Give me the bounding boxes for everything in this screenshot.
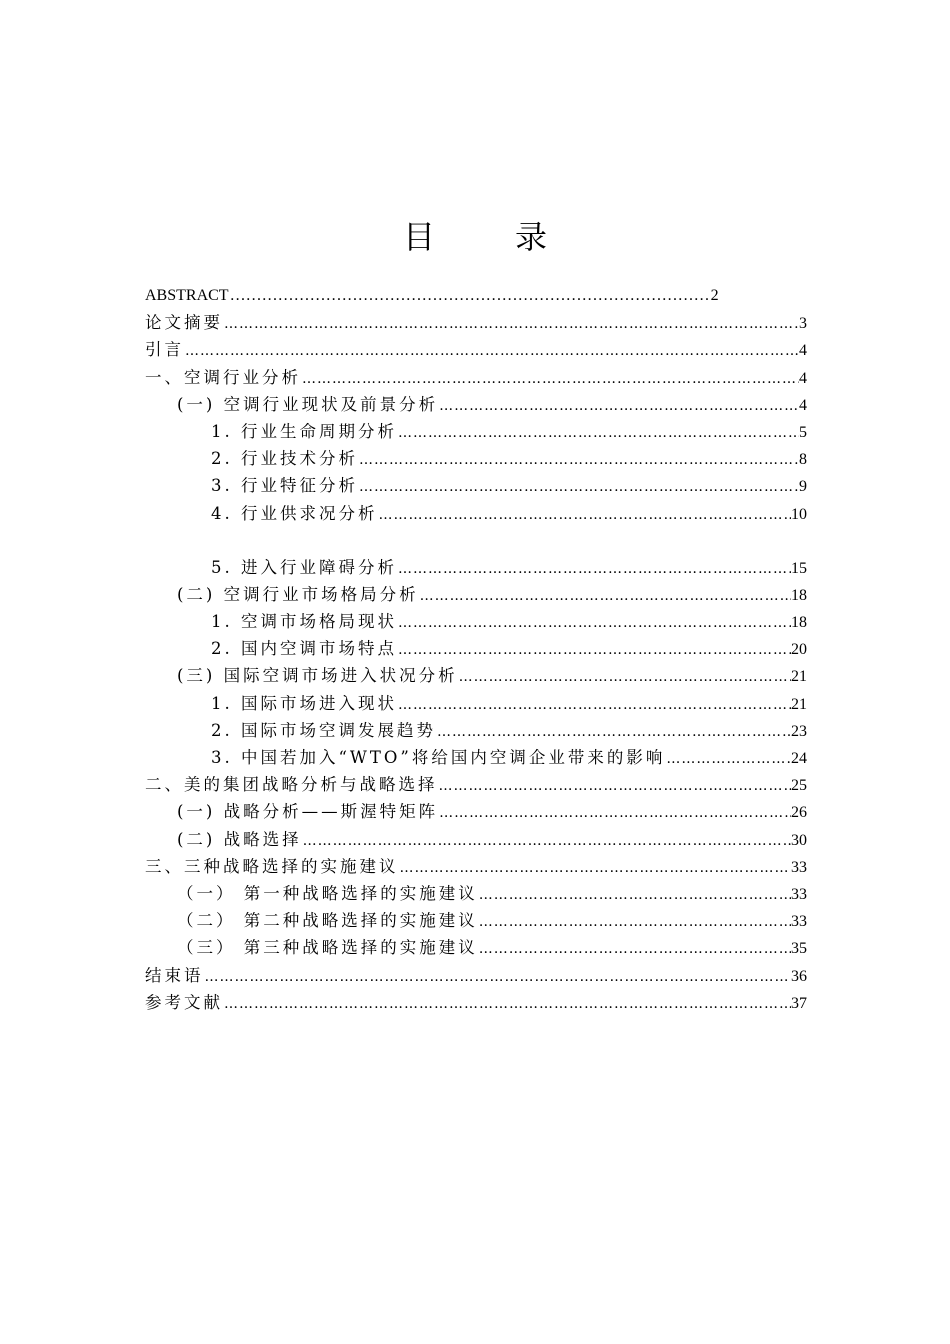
toc-entry[interactable]	[145, 717, 807, 744]
toc-entry-label: 3. 中国若加入“WTO”将给国内空调企业带来的影响	[211, 748, 666, 767]
toc-spacer	[145, 527, 807, 554]
toc-entry[interactable]	[145, 662, 807, 689]
toc-dot-leader	[436, 719, 791, 746]
toc-entry-label: 2. 国际市场空调发展趋势	[211, 720, 436, 740]
toc-dot-leader	[478, 909, 791, 936]
toc-dot-leader	[478, 882, 791, 909]
toc-entry-page: 33	[791, 858, 807, 876]
toc-entry[interactable]	[145, 771, 807, 798]
toc-entry-page: 15	[791, 559, 807, 577]
toc-dot-leader	[378, 502, 792, 529]
toc-entry-label: ABSTRACT	[145, 287, 229, 304]
toc-entry-label: 一、空调行业分析	[145, 367, 301, 387]
toc-entry[interactable]	[145, 500, 807, 527]
toc-entry-label: (一) 空调行业现状及前景分析	[177, 394, 439, 414]
toc-dot-leader	[478, 936, 791, 963]
toc-dot-leader	[665, 746, 791, 773]
toc-entry-label: (二) 战略选择	[177, 829, 302, 849]
toc-entry-page: 9	[799, 478, 807, 496]
toc-entry-label: （二） 第二种战略选择的实施建议	[177, 911, 478, 931]
toc-entry-page: 4	[799, 369, 807, 387]
toc-entry-page: 8	[799, 451, 807, 469]
toc-entry-label: （一） 第一种战略选择的实施建议	[177, 883, 478, 903]
toc-dot-leader	[458, 664, 791, 691]
toc-entry-label: 4. 行业供求况分析	[211, 503, 378, 523]
toc-entry-label: 3. 行业特征分析	[211, 476, 358, 496]
toc-entry-page: 3	[799, 315, 807, 333]
toc-entry-label: 1. 行业生命周期分析	[211, 421, 397, 441]
toc-dot-leader	[397, 692, 791, 719]
toc-dot-leader	[397, 420, 799, 447]
toc-entry[interactable]	[145, 282, 807, 309]
toc-entry-page: 35	[791, 940, 807, 958]
toc-entry-page: 30	[791, 831, 807, 849]
toc-entry-page: 2	[710, 287, 719, 304]
toc-dot-leader	[229, 282, 711, 309]
toc-entry-page: 25	[791, 777, 807, 795]
toc-entry[interactable]	[145, 934, 807, 961]
toc-entry-page: 21	[791, 695, 807, 713]
toc-entry[interactable]	[145, 364, 807, 391]
toc-entry[interactable]	[145, 391, 807, 418]
toc-entry[interactable]	[145, 309, 807, 336]
toc-entry-page: 5	[799, 423, 807, 441]
toc-dot-leader	[358, 474, 799, 501]
toc-entry-page: 24	[791, 750, 807, 767]
toc-entry[interactable]	[145, 962, 807, 989]
toc-dot-leader	[302, 828, 791, 855]
toc-entry-page: 33	[791, 913, 807, 931]
toc-dot-leader	[438, 800, 791, 827]
toc-entry-label: 2. 国内空调市场特点	[211, 639, 397, 659]
toc-entry[interactable]	[145, 798, 807, 825]
toc-dot-leader	[397, 556, 791, 583]
toc-dot-leader	[419, 583, 791, 610]
toc-entry[interactable]	[145, 880, 807, 907]
toc-entry[interactable]	[145, 445, 807, 472]
toc-entry-label: 1. 空调市场格局现状	[211, 612, 397, 632]
toc-entry-page: 4	[799, 396, 807, 414]
toc-title-char-2: 录	[515, 218, 548, 256]
toc-entry-page: 33	[791, 885, 807, 903]
toc-entry-label: 2. 行业技术分析	[211, 449, 358, 469]
toc-dot-leader	[184, 338, 799, 365]
toc-entry[interactable]	[145, 472, 807, 499]
toc-entry[interactable]	[145, 853, 807, 880]
toc-entry[interactable]	[145, 635, 807, 662]
toc-entry-label: 二、美的集团战略分析与战略选择	[145, 775, 438, 795]
toc-entry[interactable]	[145, 581, 807, 608]
toc-entry[interactable]	[145, 608, 807, 635]
toc-dot-leader	[397, 637, 791, 664]
toc-entry[interactable]	[145, 907, 807, 934]
toc-entry[interactable]	[145, 336, 807, 363]
toc-title	[0, 212, 950, 258]
toc-entry[interactable]	[145, 989, 807, 1016]
toc-entry-label: (二) 空调行业市场格局分析	[177, 584, 419, 604]
toc-dot-leader	[438, 773, 792, 800]
toc-entry-label: (一) 战略分析——斯渥特矩阵	[177, 802, 439, 822]
toc-dot-leader	[438, 393, 799, 420]
toc-entry-label: 1. 国际市场进入现状	[211, 693, 397, 713]
toc-entry-page: 37	[791, 994, 807, 1012]
toc-entry[interactable]	[145, 690, 807, 717]
toc-entry-page: 36	[791, 967, 807, 985]
toc-entry-page: 18	[791, 586, 807, 604]
toc-entry-page: 10	[791, 505, 807, 523]
toc-title-char-1: 目	[402, 218, 435, 256]
toc-entry-page: 20	[791, 641, 807, 659]
toc-dot-leader	[358, 447, 799, 474]
toc-entry-label: 参考文献	[145, 992, 223, 1012]
toc-dot-leader	[223, 311, 799, 338]
toc-entry-page: 4	[799, 342, 807, 360]
toc-entry-label: (三) 国际空调市场进入状况分析	[177, 666, 458, 686]
toc-entry-page: 26	[791, 804, 807, 822]
toc-dot-leader	[399, 855, 792, 882]
table-of-contents	[145, 282, 807, 1016]
toc-dot-leader	[204, 964, 792, 991]
toc-entry[interactable]	[145, 554, 807, 581]
toc-entry-label: 结束语	[145, 965, 204, 985]
toc-entry-label: 三、三种战略选择的实施建议	[145, 856, 399, 876]
toc-entry[interactable]	[145, 744, 807, 771]
toc-entry-page: 18	[791, 614, 807, 632]
toc-entry-label: 引言	[145, 340, 184, 360]
toc-dot-leader	[397, 610, 791, 637]
toc-entry[interactable]	[145, 826, 807, 853]
toc-entry-label: （三） 第三种战略选择的实施建议	[177, 938, 478, 958]
toc-entry[interactable]	[145, 418, 807, 445]
toc-entry-label: 论文摘要	[145, 313, 223, 333]
toc-dot-leader	[223, 991, 791, 1018]
toc-entry-page: 21	[791, 668, 807, 686]
toc-dot-leader	[301, 366, 799, 393]
toc-entry-label: 5. 进入行业障碍分析	[211, 557, 397, 577]
toc-entry-page: 23	[791, 722, 807, 740]
